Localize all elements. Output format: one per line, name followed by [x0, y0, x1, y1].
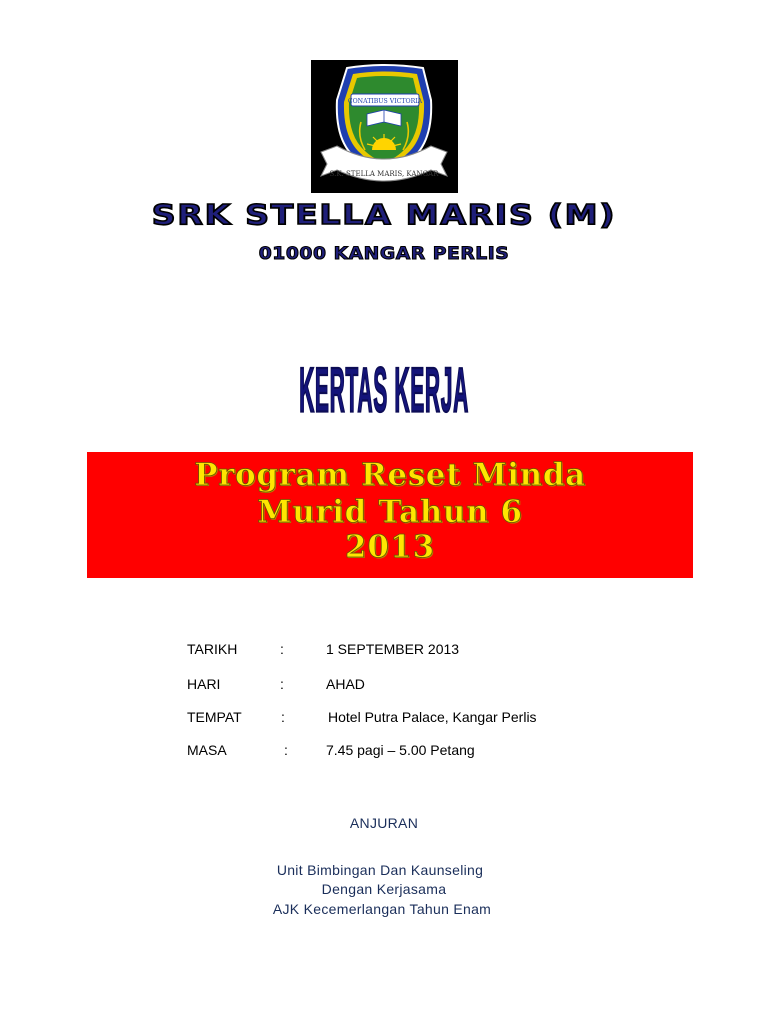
detail-label-hari: HARI: [187, 676, 221, 692]
program-title-line-1: Program Reset Minda: [194, 457, 586, 493]
crest-shield-icon: [311, 60, 458, 193]
detail-value-venue: Hotel Putra Palace, Kangar Perlis: [328, 709, 537, 725]
detail-colon: :: [284, 742, 288, 758]
organiser-committee: AJK Kecemerlangan Tahun Enam: [272, 901, 492, 917]
detail-label-masa: MASA: [187, 742, 227, 758]
organiser-unit: Unit Bimbingan Dan Kaunseling: [276, 862, 484, 878]
program-year: 2013: [344, 529, 436, 565]
program-title-line-2: Murid Tahun 6: [257, 494, 523, 530]
crest-banner-text: S.K. STELLA MARIS, KANGAR: [329, 170, 439, 178]
detail-value-date: 1 SEPTEMBER 2013: [326, 641, 460, 657]
school-address: 01000 KANGAR PERLIS: [258, 244, 510, 264]
document-type-title: KERTAS KERJA: [299, 356, 469, 427]
program-banner: [87, 452, 693, 578]
detail-value-day: AHAD: [326, 676, 365, 692]
detail-colon: :: [281, 709, 285, 725]
detail-label-tarikh: TARIKH: [187, 641, 238, 657]
detail-colon: :: [280, 676, 284, 692]
detail-colon: :: [280, 641, 284, 657]
organiser-collaboration: Dengan Kerjasama: [321, 881, 447, 897]
detail-value-time: 7.45 pagi – 5.00 Petang: [326, 742, 475, 758]
crest-motto: CONATIBUS VICTORIA: [347, 98, 423, 105]
school-crest: [311, 60, 458, 193]
detail-label-tempat: TEMPAT: [187, 709, 242, 725]
organiser-heading: ANJURAN: [349, 815, 419, 831]
school-name: SRK STELLA MARIS (M): [151, 198, 617, 231]
